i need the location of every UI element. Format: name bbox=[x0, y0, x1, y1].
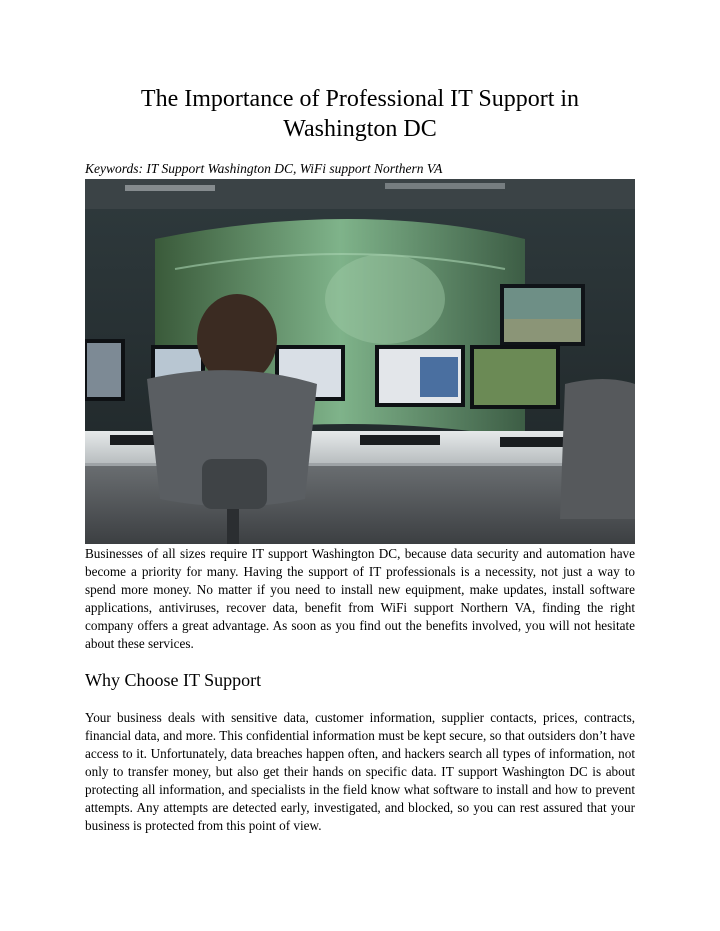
control-room-photo bbox=[85, 179, 635, 544]
photo-illustration bbox=[85, 179, 635, 544]
page-title: The Importance of Professional IT Support in Washington DC bbox=[140, 86, 580, 142]
body-paragraph: Your business deals with sensitive data, customer information, supplier contacts, prices, contracts, financial data, and more. This confidential information must be kept secure, so that outsiders don’t have access to it. Unfortunately, data breaches happen often, and hackers search all types of information, not only to transfer money, but also get their hands on specific data. IT support Washington DC is about protecting all information, and specialists in the field know what software to install and how to prevent attempts. Any attempts are detected early, investigated, and blocked, so you can rest assured that your business is protected from this point of view. bbox=[85, 710, 635, 833]
intro-paragraph: Businesses of all sizes require IT support Washington DC, because data security and automation have become a priority for many. Having the support of IT professionals is a necessity, not just a way to spend more money. No matter if you need to install new equipment, make updates, install software applications, antiviruses, recover data, benefit from WiFi support Northern VA, finding the right company offers a great advantage. As soon as you find out the benefits involved, you will not hesitate about these services. bbox=[85, 546, 635, 651]
section-heading: Why Choose IT Support bbox=[85, 670, 262, 690]
keywords-line: Keywords: IT Support Washington DC, WiFi support Northern VA bbox=[85, 161, 443, 176]
